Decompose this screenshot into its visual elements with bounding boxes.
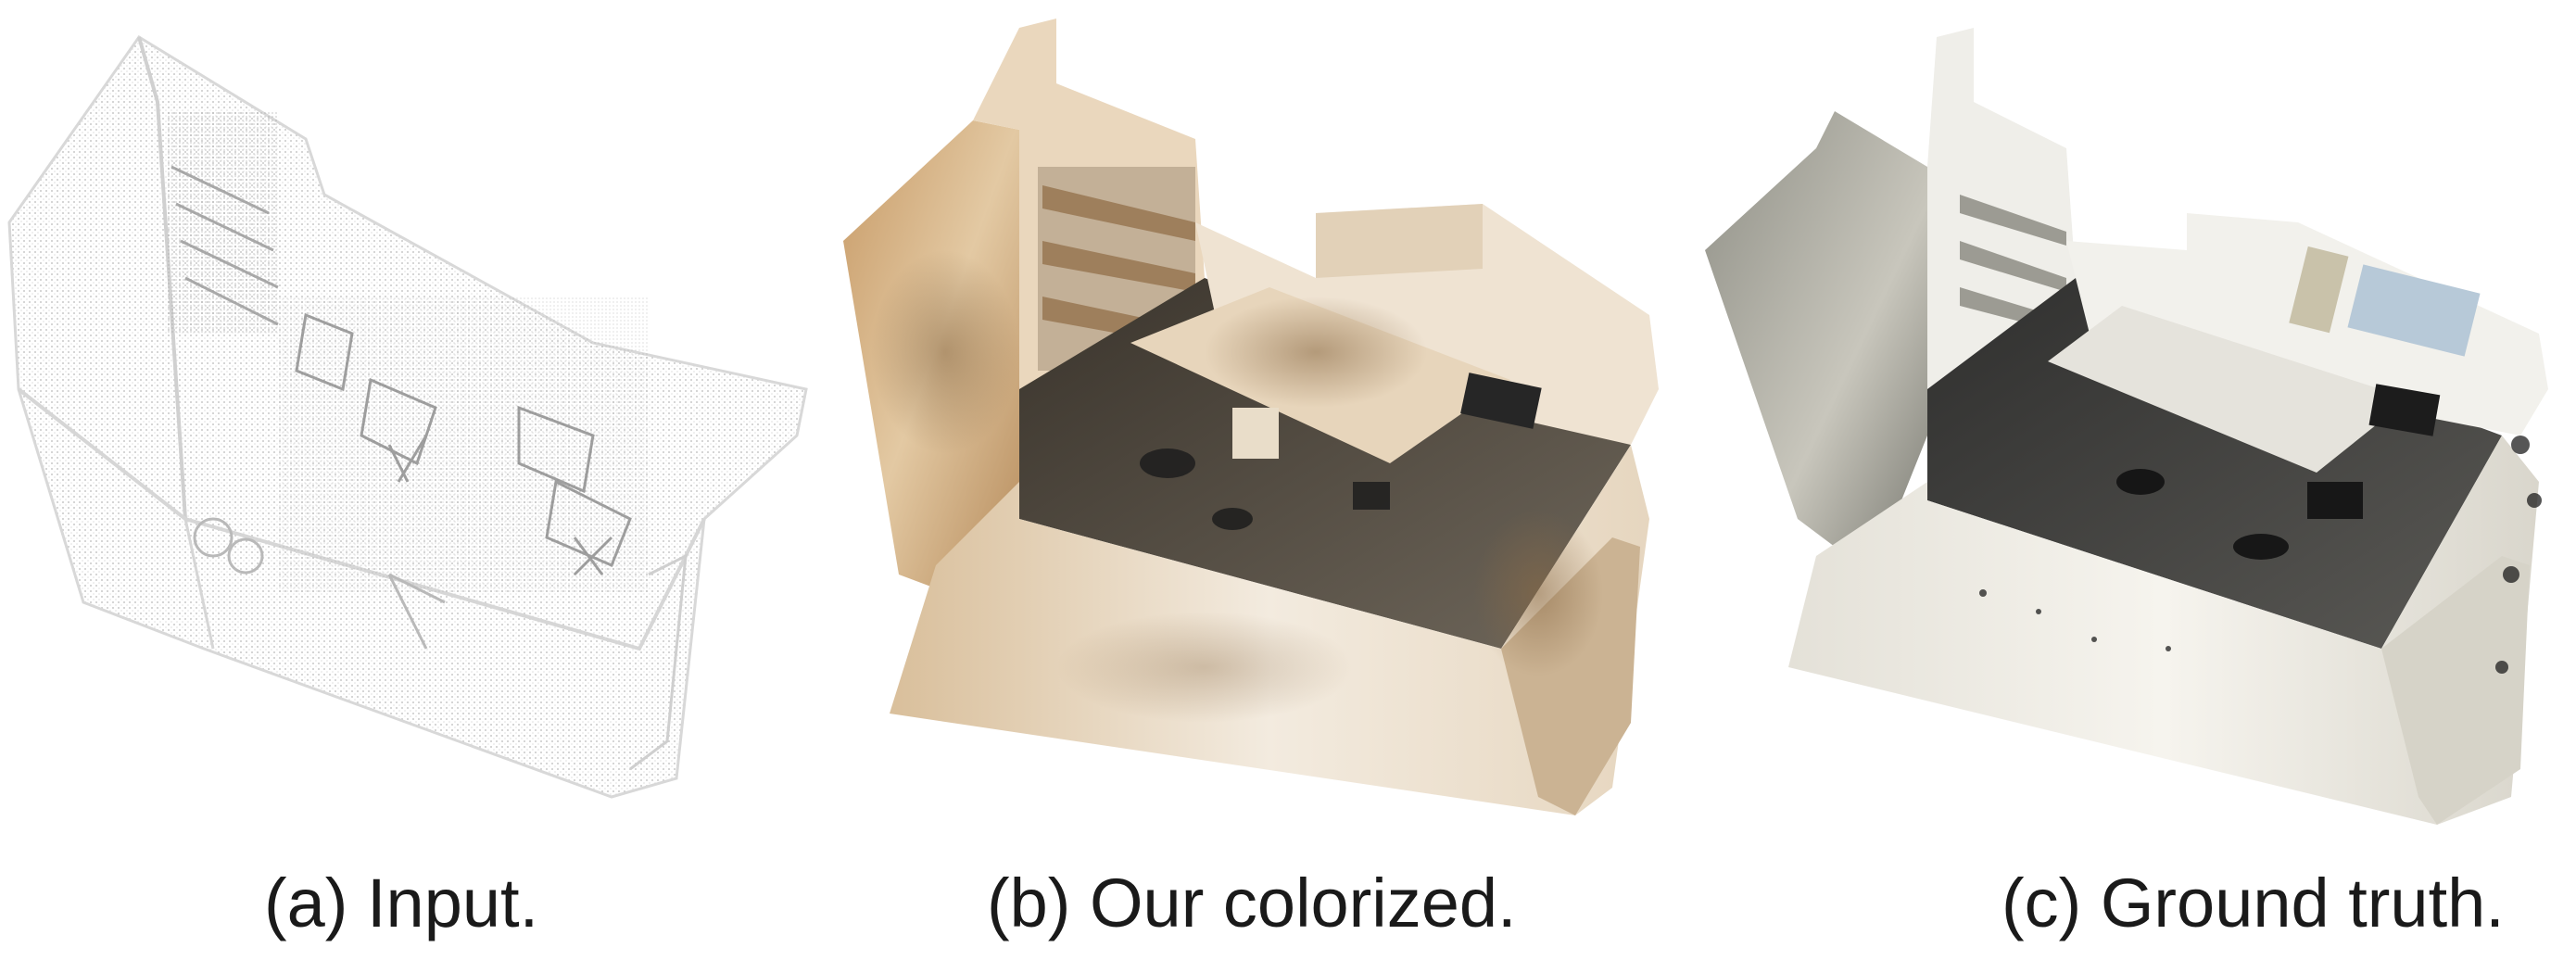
colorized-room-image <box>834 0 1686 834</box>
ground-truth-room-image <box>1705 0 2576 834</box>
caption-ground-truth: (c) Ground truth. <box>2001 865 2505 941</box>
panel-ground-truth <box>1705 0 2576 834</box>
panel-input <box>0 0 834 834</box>
caption-colorized: (b) Our colorized. <box>987 865 1517 941</box>
input-point-cloud-image <box>0 0 834 834</box>
caption-input: (a) Input. <box>264 865 539 941</box>
panel-colorized <box>834 0 1686 834</box>
